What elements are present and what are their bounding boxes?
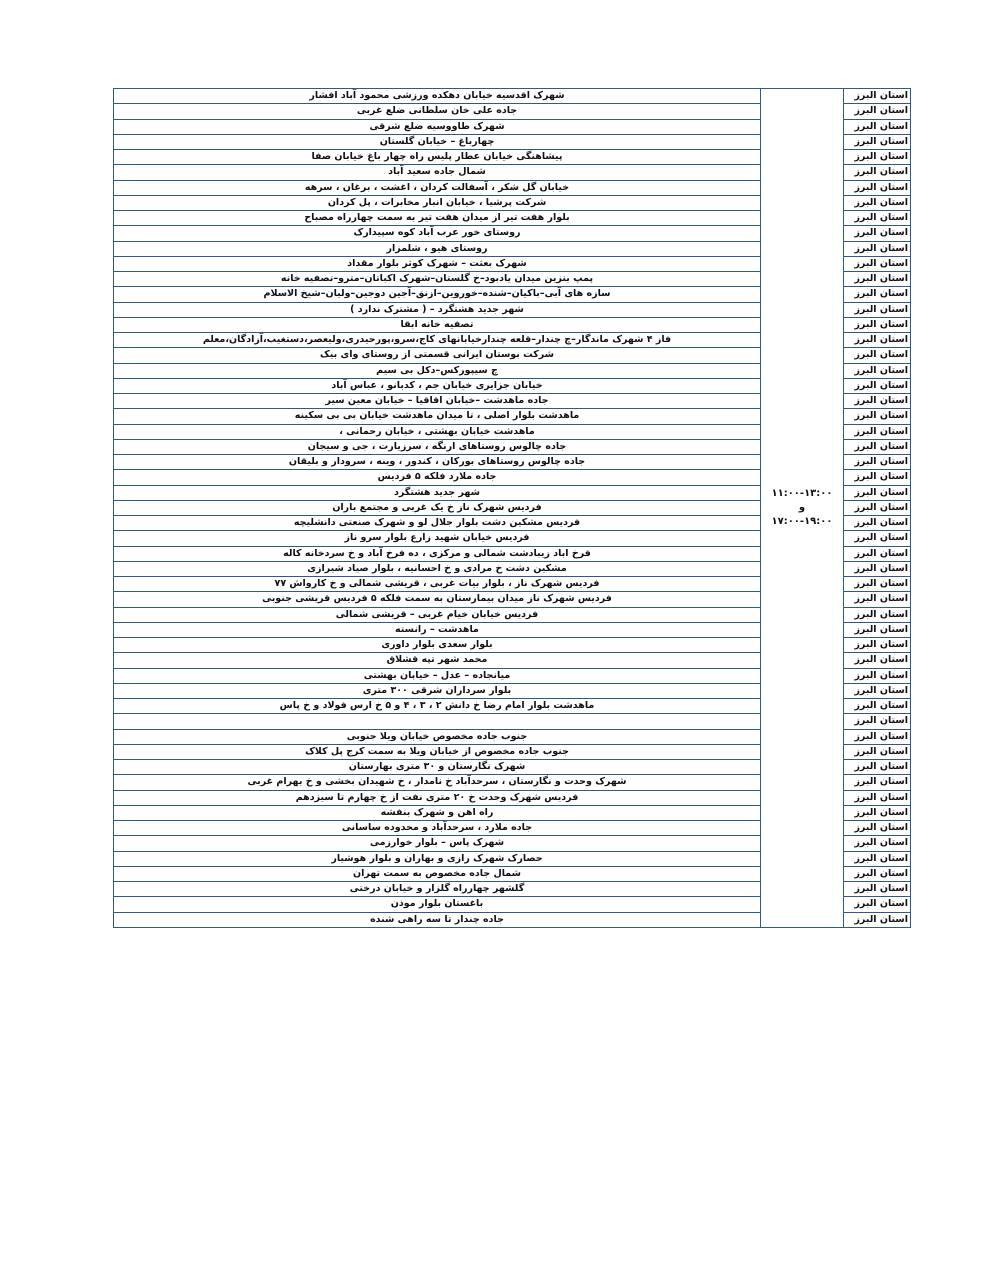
address-cell: فردیس شهرک ناز خ یک غربی و مجتمع باران [114, 500, 761, 515]
province-cell: استان البرز [844, 134, 911, 149]
address-cell: شرکت بوستان ایرانی قسمتی از روستای وای بیک [114, 348, 761, 363]
province-cell: استان البرز [844, 119, 911, 134]
address-cell: شهرک نگارستان و ۳۰ متری بهارستان [114, 760, 761, 775]
address-cell: سازه های آبی–باکیان–شنده–خوروین–ازنق–آجین دوجین–ولیان–شیخ الاسلام [114, 287, 761, 302]
province-cell: استان البرز [844, 821, 911, 836]
province-cell: استان البرز [844, 607, 911, 622]
province-cell: استان البرز [844, 226, 911, 241]
province-cell: استان البرز [844, 317, 911, 332]
address-cell: شهرک وحدت و نگارستان ، سرحدآباد خ نامدار ، خ شهیدان بخشی و خ بهرام غربی [114, 775, 761, 790]
address-cell: شرکت پرشیا ، خیابان انبار مخابرات ، پل کردان [114, 195, 761, 210]
province-cell: استان البرز [844, 577, 911, 592]
address-cell: باغستان بلوار موذن [114, 897, 761, 912]
address-cell: خیابان گل شکر ، آسفالت کردان ، اغشت ، برغان ، سرهه [114, 180, 761, 195]
province-cell: استان البرز [844, 363, 911, 378]
address-cell: فاز ۴ شهرک ماندگار–چ چندار–قلعه چندارخیابانهای کاج،سرو،پورحیدری،ولیعصر،دستغیب،آزادگان،معلم [114, 333, 761, 348]
address-cell: جاده ملارد فلکه ۵ فردیس [114, 470, 761, 485]
province-cell: استان البرز [844, 836, 911, 851]
province-cell: استان البرز [844, 882, 911, 897]
address-cell: شهرک بعثت – شهرک کوثر بلوار مقداد [114, 256, 761, 271]
address-cell [114, 714, 761, 729]
province-cell: استان البرز [844, 790, 911, 805]
address-cell: فردیس شهرک ناز ، بلوار بیات غربی ، قریشی شمالی و خ کارواش ۷۷ [114, 577, 761, 592]
province-cell: استان البرز [844, 699, 911, 714]
address-cell: محمد شهر تپه قشلاق [114, 653, 761, 668]
province-cell: استان البرز [844, 89, 911, 104]
outage-time-cell [761, 89, 844, 928]
province-cell: استان البرز [844, 439, 911, 454]
address-cell: شهر جدید هشتگرد [114, 485, 761, 500]
table-row [114, 89, 911, 104]
province-cell: استان البرز [844, 409, 911, 424]
address-cell: فرخ اباد زیبادشت شمالی و مرکزی ، ده فرخ آباد و خ سردخانه کاله [114, 546, 761, 561]
address-cell: چ سیپورکس–دکل بی سیم [114, 363, 761, 378]
province-cell: استان البرز [844, 775, 911, 790]
province-cell: استان البرز [844, 531, 911, 546]
address-cell: شهرک پاس – بلوار خوارزمی [114, 836, 761, 851]
province-cell: استان البرز [844, 622, 911, 637]
address-cell: جنوب جاده مخصوص خیابان ویلا جنوبی [114, 729, 761, 744]
province-cell: استان البرز [844, 256, 911, 271]
province-cell: استان البرز [844, 394, 911, 409]
address-cell: بلوار سرداران شرقی ۳۰۰ متری [114, 683, 761, 698]
province-cell: استان البرز [844, 638, 911, 653]
address-cell: روستای خور عرب آباد کوه سپیدارک [114, 226, 761, 241]
address-cell: شمال جاده مخصوص به سمت تهران [114, 866, 761, 881]
address-cell: جاده ماهدشت –خیابان اقاقیا – خیابان معین سیر [114, 394, 761, 409]
address-cell: شهر جدید هشتگرد – ( مشترک ندارد ) [114, 302, 761, 317]
address-cell: شهرک اقدسیه خیابان دهکده ورزشی محمود آباد افشار [114, 89, 761, 104]
province-cell: استان البرز [844, 561, 911, 576]
province-cell: استان البرز [844, 348, 911, 363]
address-cell: فردیس شهرک ناز میدان بیمارستان به سمت فلکه ۵ فردیس قریشی جنوبی [114, 592, 761, 607]
address-cell: فردیس خیابان خیام غربی – قریشی شمالی [114, 607, 761, 622]
address-cell: فردیس شهرک وحدت خ ۲۰ متری نفت از خ چهارم تا سیزدهم [114, 790, 761, 805]
province-cell: استان البرز [844, 729, 911, 744]
time-joiner: و [798, 501, 806, 513]
address-cell: بلوار هفت تیر از میدان هفت تیر به سمت چهارراه مصباح [114, 211, 761, 226]
province-cell: استان البرز [844, 470, 911, 485]
address-cell: جاده چندار تا سه راهی شنده [114, 912, 761, 927]
address-cell: بلوار سعدی بلوار داوری [114, 638, 761, 653]
province-cell: استان البرز [844, 211, 911, 226]
outage-table-body [114, 89, 911, 928]
province-cell: استان البرز [844, 592, 911, 607]
province-cell: استان البرز [844, 653, 911, 668]
province-cell: استان البرز [844, 378, 911, 393]
address-cell: جاده چالوس روستاهای بورکان ، کندور ، وینه ، سرودار و بلیقان [114, 455, 761, 470]
address-cell: روستای هیو ، شلمزار [114, 241, 761, 256]
address-cell: پمپ بنزین میدان یادبود–خ گلستان–شهرک اکباتان–مترو–تصفیه خانه [114, 272, 761, 287]
province-cell: استان البرز [844, 668, 911, 683]
address-cell: شهرک طاووسیه ضلع شرقی [114, 119, 761, 134]
address-cell: جنوب جاده مخصوص از خیابان ویلا به سمت کرج پل کلاک [114, 744, 761, 759]
province-cell: استان البرز [844, 272, 911, 287]
province-cell: استان البرز [844, 546, 911, 561]
address-cell: چهارباغ – خیابان گلستان [114, 134, 761, 149]
address-cell: راه اهن و شهرک بنفشه [114, 805, 761, 820]
province-cell: استان البرز [844, 165, 911, 180]
address-cell: خیابان جزایری خیابان جم ، کدبانو ، عباس آباد [114, 378, 761, 393]
province-cell: استان البرز [844, 241, 911, 256]
province-cell: استان البرز [844, 851, 911, 866]
province-cell: استان البرز [844, 302, 911, 317]
province-cell: استان البرز [844, 760, 911, 775]
outage-table [113, 88, 911, 928]
province-cell: استان البرز [844, 150, 911, 165]
province-cell: استان البرز [844, 180, 911, 195]
province-cell: استان البرز [844, 866, 911, 881]
province-cell: استان البرز [844, 714, 911, 729]
province-cell: استان البرز [844, 683, 911, 698]
province-cell: استان البرز [844, 287, 911, 302]
address-cell: فردیس مشکین دشت بلوار جلال لو و شهرک صنعتی دانشلیچه [114, 516, 761, 531]
province-cell: استان البرز [844, 805, 911, 820]
address-cell: ماهدشت بلوار اصلی ، تا میدان ماهدشت خیابان بی بی سکینه [114, 409, 761, 424]
province-cell: استان البرز [844, 455, 911, 470]
province-cell: استان البرز [844, 500, 911, 515]
province-cell: استان البرز [844, 516, 911, 531]
address-cell: گلشهر چهارراه گلزار و خیابان درختی [114, 882, 761, 897]
province-cell: استان البرز [844, 333, 911, 348]
time-slot-2: ۱۷:۰۰-۱۹:۰۰ [771, 515, 833, 527]
address-cell: جاده چالوس روستاهای ارنگه ، سرزیارت ، جی و سیجان [114, 439, 761, 454]
address-cell: مشکین دشت خ مرادی و خ احسانیه ، بلوار صیاد شیرازی [114, 561, 761, 576]
address-cell: پیشاهنگی خیابان عطار پلیس راه چهار باغ خیابان صفا [114, 150, 761, 165]
province-cell: استان البرز [844, 104, 911, 119]
address-cell: ماهدشت بلوار امام رضا خ دانش ۲ ، ۳ ، ۴ و ۵ خ ارس فولاد و خ پاس [114, 699, 761, 714]
address-cell: میانجاده – عدل – خیابان بهشتی [114, 668, 761, 683]
province-cell: استان البرز [844, 485, 911, 500]
address-cell: حصارک شهرک رازی و بهاران و بلوار هوشیار [114, 851, 761, 866]
outage-schedule-page [113, 88, 911, 928]
province-cell: استان البرز [844, 744, 911, 759]
province-cell: استان البرز [844, 912, 911, 927]
address-cell: تصفیه خانه ابقا [114, 317, 761, 332]
address-cell: جاده ملارد ، سرحدآباد و محدوده ساسانی [114, 821, 761, 836]
address-cell: جاده علی خان سلطانی ضلع غربی [114, 104, 761, 119]
province-cell: استان البرز [844, 424, 911, 439]
address-cell: ماهدشت – رانسته [114, 622, 761, 637]
address-cell: ماهدشت خیابان بهشتی ، خیابان رحمانی ، [114, 424, 761, 439]
time-slot-1: ۱۱:۰۰-۱۳:۰۰ [771, 487, 833, 499]
province-cell: استان البرز [844, 897, 911, 912]
address-cell: شمال جاده سعید آباد [114, 165, 761, 180]
address-cell: فردیس خیابان شهید زارع بلوار سرو ناز [114, 531, 761, 546]
province-cell: استان البرز [844, 195, 911, 210]
